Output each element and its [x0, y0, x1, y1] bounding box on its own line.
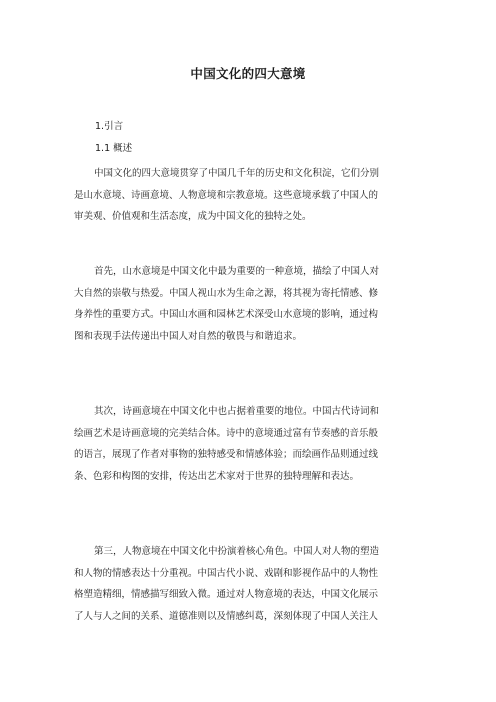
paragraph-line: 了人与人之间的关系、道德准则以及情感纠葛，深刻体现了中国人关注人 [74, 610, 379, 622]
paragraph-line: 身养性的重要方式。中国山水画和园林艺术深受山水意境的影响，通过构 [74, 309, 379, 321]
paragraph-line: 和人物的情感表达十分重视。中国古代小说、戏剧和影视作品中的人物性 [74, 567, 379, 579]
paragraph-line: 条、色彩和构图的安排，传达出艺术家对于世界的独特理解和表达。 [74, 470, 360, 482]
paragraph-line: 是山水意境、诗画意境、人物意境和宗教意境。这些意境承载了中国人的 [74, 189, 379, 201]
paragraph-line: 图和表现手法传递出中国人对自然的敬畏与和谐追求。 [74, 330, 303, 342]
section-heading: 1.引言 [95, 121, 124, 132]
paragraph-line: 审美观、价值观和生活态度，成为中国文化的独特之处。 [74, 211, 312, 223]
paragraph-3 [74, 401, 426, 487]
paragraph-line: 中国文化的四大意境贯穿了中国几千年的历史和文化积淀，它们分别 [94, 168, 380, 179]
paragraph-line: 其次，诗画意境在中国文化中也占据着重要的地位。中国古代诗词和 [94, 406, 380, 417]
paragraph-line: 的语言，展现了作者对事物的独特感受和情感体验；而绘画作品则通过线 [74, 449, 379, 461]
paragraph-1 [74, 163, 426, 228]
subsection-heading: 1.1 概述 [95, 143, 133, 154]
paragraph-line: 大自然的崇敬与热爱。中国人视山水为生命之源，将其视为寄托情感、修 [74, 287, 379, 299]
paragraph-line: 绘画艺术是诗画意境的完美结合体。诗中的意境通过富有节奏感的音乐般 [74, 427, 379, 439]
paragraph-2 [74, 261, 426, 347]
paragraph-line: 首先，山水意境是中国文化中最为重要的一种意境，描绘了中国人对 [94, 266, 380, 277]
paragraph-line: 格塑造精细，情感描写细致入微。通过对人物意境的表达，中国文化展示 [74, 589, 379, 601]
document-title: 中国文化的四大意境 [190, 66, 306, 81]
paragraph-4 [74, 541, 426, 627]
paragraph-line: 第三，人物意境在中国文化中扮演着核心角色。中国人对人物的塑造 [94, 546, 380, 557]
